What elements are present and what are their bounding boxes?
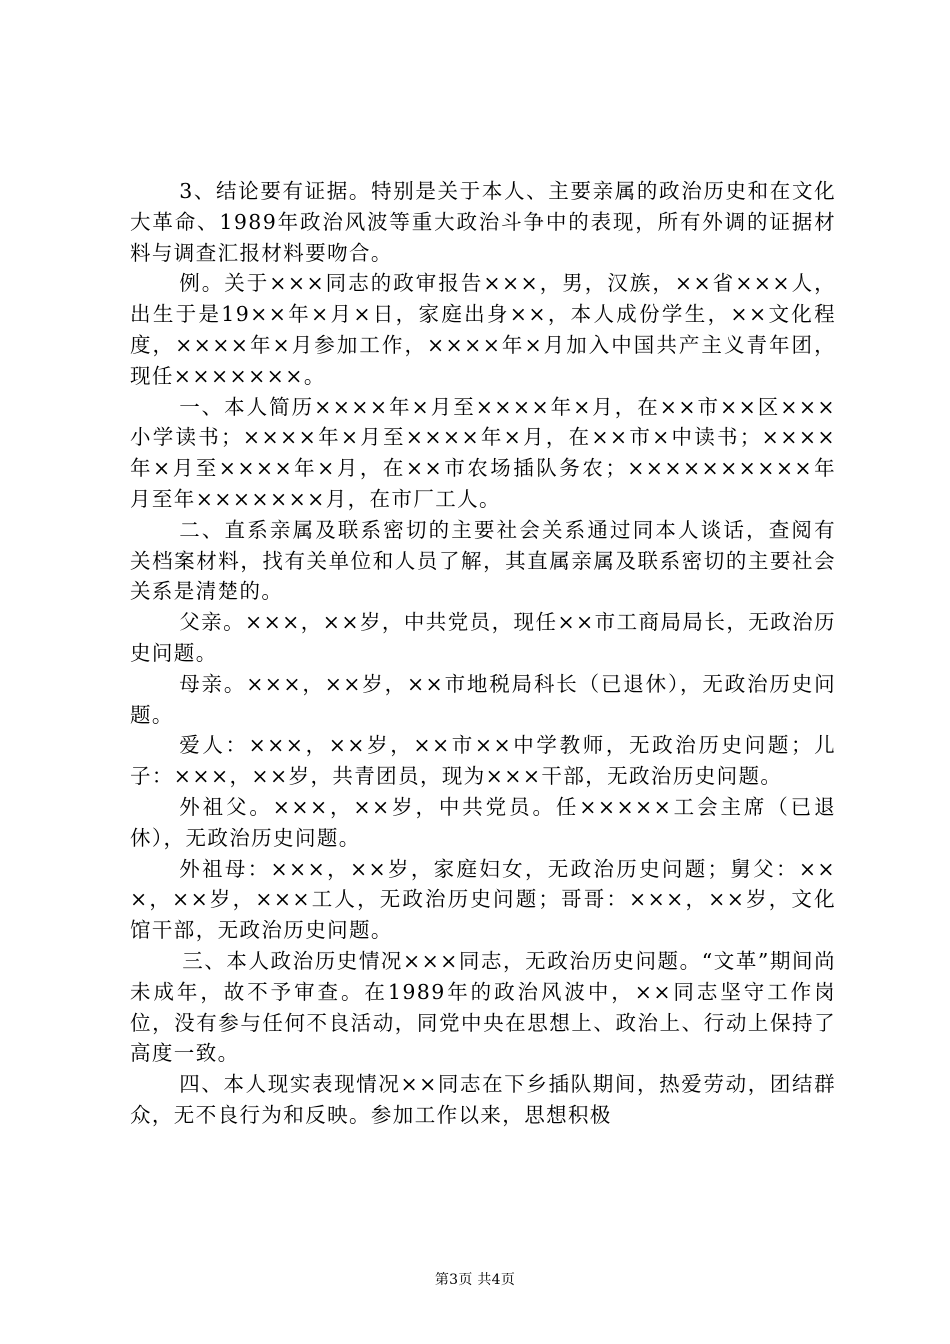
paragraph-mother: 母亲。×××，××岁，××市地税局科长（已退休），无政治历史问题。 xyxy=(130,671,836,727)
paragraph-example-report: 例。关于×××同志的政审报告×××，男，汉族，××省×××人，出生于是19××年×月×日，家庭出身××，本人成份学生，××文化程度，××××年×月参加工作，××××年×月加入中国共产主义青年团，现任×××××××。 xyxy=(130,271,836,388)
paragraph-relatives: 二、直系亲属及联系密切的主要社会关系通过同本人谈话，查阅有关档案材料，找有关单位和人员了解，其直属亲属及联系密切的主要社会关系是清楚的。 xyxy=(130,517,836,604)
paragraph-grandfather: 外祖父。×××，××岁，中共党员。任×××××工会主席（已退休），无政治历史问题。 xyxy=(130,794,836,850)
paragraph-father: 父亲。×××，××岁，中共党员，现任××市工商局局长，无政治历史问题。 xyxy=(130,610,836,665)
document-body xyxy=(130,176,836,1131)
paragraph-political-history: 三、本人政治历史情况×××同志，无政治历史问题。“文革”期间尚未成年，故不予审查。在1989年的政治风波中，××同志坚守工作岗位，没有参与任何不良活动，同党中央在思想上、政治上、行动上保持了高度一致。 xyxy=(130,948,836,1066)
paragraph-grandmother-uncle-brother: 外祖母：×××，××岁，家庭妇女，无政治历史问题；舅父：×××，××岁，×××工人，无政治历史问题；哥哥：×××，××岁，文化馆干部，无政治历史问题。 xyxy=(130,856,836,943)
paragraph-spouse-son: 爱人：×××，××岁，××市××中学教师，无政治历史问题；儿子：×××，××岁，共青团员，现为×××干部，无政治历史问题。 xyxy=(130,733,836,789)
page-footer: 第3页 共4页 xyxy=(434,1272,516,1288)
paragraph-conclusion-evidence: 3、结论要有证据。特别是关于本人、主要亲属的政治历史和在文化大革命、1989年政治风波等重大政治斗争中的表现，所有外调的证据材料与调查汇报材料要吻合。 xyxy=(130,179,836,265)
paragraph-current-performance: 四、本人现实表现情况××同志在下乡插队期间，热爱劳动，团结群众，无不良行为和反映。参加工作以来，思想积极 xyxy=(130,1072,836,1127)
paragraph-resume: 一、本人简历××××年×月至××××年×月，在××市××区×××小学读书；××××年×月至××××年×月，在××市×中读书；××××年×月至××××年×月，在××市农场插队务农；××××××××××年月至年×××××××月，在市厂工人。 xyxy=(130,394,836,511)
